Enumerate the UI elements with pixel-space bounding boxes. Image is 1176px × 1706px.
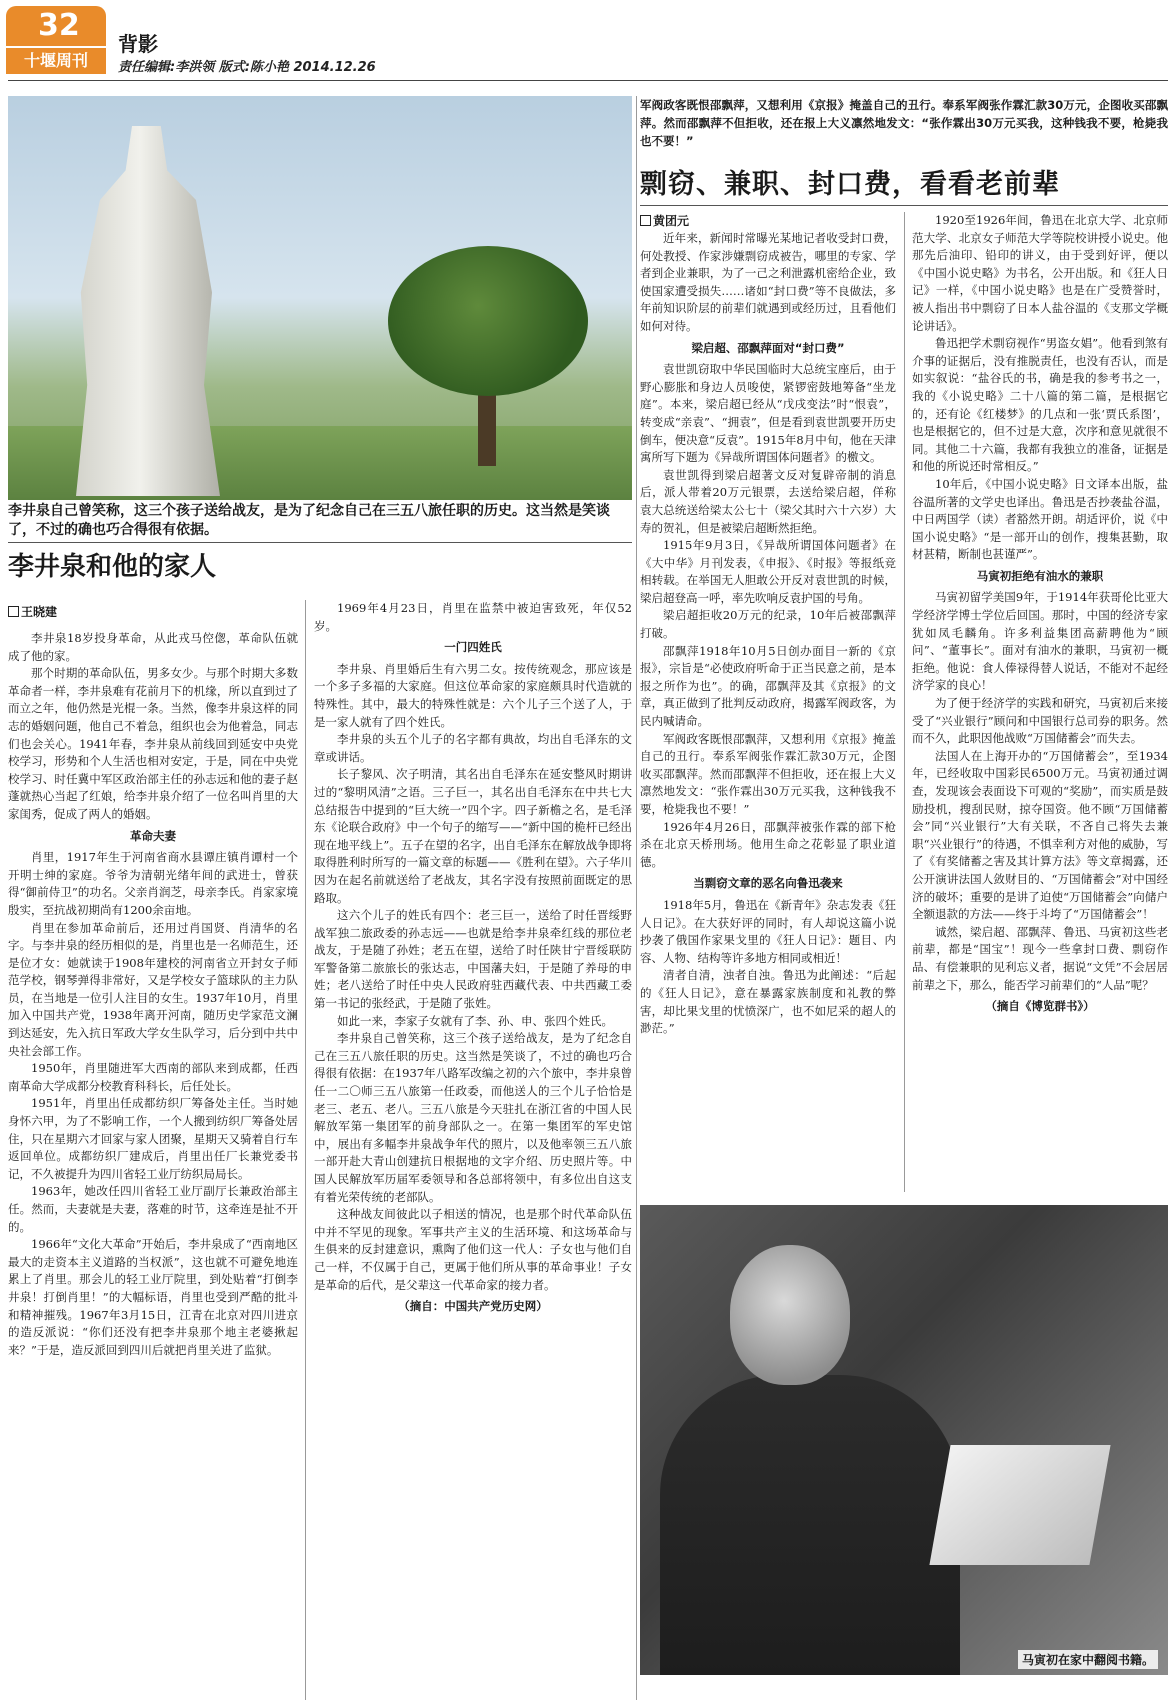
section-heading: 马寅初拒绝有油水的兼职 xyxy=(976,568,1104,583)
body-paragraph: 1950年，肖里随进军大西南的部队来到成都，任西南革命大学成都分校教育科科长，后任处长。 xyxy=(8,1061,298,1093)
body-paragraph: 袁世凯窃取中华民国临时大总统宝座后，由于野心膨胀和身边人员唆使，紧锣密鼓地筹备“坐龙庭”。本来，梁启超已经从“戊戌变法”时“恨袁”，转变成“亲袁”、“拥袁”，但是看到袁世凯要开历史倒车，便决意“反袁”。1915年8月中旬，他在天津寓所写下题为《异哉所谓国体问题者》的檄文。 xyxy=(640,362,896,465)
photo-figure-body xyxy=(660,1375,960,1675)
ma-yinchu-photo-caption: 马寅初在家中翻阅书籍。 xyxy=(1018,1650,1158,1669)
section-heading: 梁启超、邵飘萍面对“封口费” xyxy=(691,340,845,355)
column-divider xyxy=(904,212,905,1192)
right-article-column-2 xyxy=(912,212,1168,1016)
body-paragraph: 李井泉的头五个儿子的名字都有典故，均出自毛泽东的文章或讲话。 xyxy=(314,732,632,764)
left-article-column-2 xyxy=(314,600,632,1316)
editor-line: 责任编辑:李洪领 版式:陈小艳 2014.12.26 xyxy=(118,60,376,75)
body-paragraph: 长子黎风、次子明清，其名出自毛泽东在延安整风时期讲过的“黎明风清”之语。三子巨一，其名出自毛泽东在中共七大总结报告中提到的“巨大统一”四个字。四子新檐之名，是毛泽东《论联合政府》中一个句子的缩写——“新中国的桅杆已经出现在地平线上”。五子在望的名字，出自毛泽东在解放战争即将取得胜利时所写的一篇文章的标题——《胜利在望》。六子华川因为在起名前就送给了老战友，其名字没有按照前面既定的思路取。 xyxy=(314,767,632,905)
photo-tree xyxy=(388,246,588,396)
body-paragraph: 1966年“文化大革命”开始后，李井泉成了“西南地区最大的走资本主义道路的当权派”，这也就不可避免地连累上了肖里。那会儿的轻工业厅院里，到处贴着“打倒李井泉！打倒肖里！”的大幅标语，肖里也受到严酷的批斗和精神摧残。1967年3月15日，江青在北京对四川进京的造反派说：“你们还没有把李井泉那个地主老婆揪起来？”于是，造反派回到四川后就把肖里关进了监狱。 xyxy=(8,1237,298,1357)
ma-yinchu-photo xyxy=(640,1205,1168,1675)
body-paragraph: 诚然，梁启超、邵飘萍、鲁迅、马寅初这些老前辈，都是“国宝”！现今一些拿封口费、剽窃作品、有偿兼职的见利忘义者，据说“文凭”不会居居前辈之下，那么，能否学习前辈们的“人品”呢？ xyxy=(912,924,1168,992)
right-article-title: 剽窃、兼职、封口费，看看老前辈 xyxy=(640,169,1060,200)
body-paragraph: 1920至1926年间，鲁迅在北京大学、北京师范大学、北京女子师范大学等院校讲授小说史。他那先后油印、铅印的讲义，由于受到好评，便以《中国小说史略》为书名，公开出版。和《狂人日记》一样，《中国小说史略》也是在广受赞誉时，被人指出书中剽窃了日本人盐谷温的《支那文学概论讲话》。 xyxy=(912,213,1168,333)
body-paragraph: 这六个儿子的姓氏有四个：老三巨一，送给了时任晋绥野战军独二旅政委的孙志远——也就是给李井泉牵红线的那位老战友，于是随了孙姓；老五在望，送给了时任陕甘宁晋绥联防军警备第二旅旅长的张达志，中国藩夫妇，于是随了养母的申姓；老八送给了时任中央人民政府驻西藏代表、中共西藏工委第一书记的张经武，于是随了张姓。 xyxy=(314,908,632,1011)
body-paragraph: 如此一来，李家子女就有了李、孙、申、张四个姓氏。 xyxy=(337,1013,613,1028)
body-paragraph: 近年来，新闻时常曝光某地记者收受封口费，何处教授、作家涉嫌剽窃成被告，哪里的专家、学者到企业兼职，为了一己之利泄露机密给企业，致使国家遭受损失……诸如“封口费”等不良做法，多年前知识阶层的前辈们就遇到或经历过，且看他们如何对待。 xyxy=(640,231,896,333)
source-credit: （摘自：中国共产党历史网） xyxy=(398,1299,548,1314)
body-paragraph: 邵飘萍1918年10月5日创办面目一新的《京报》，宗旨是“必使政府听命于正当民意之前，是本报之所作为也”。的确，邵飘萍及其《京报》的文章，真正做到了批判反动政府，揭露军阀政客，为民内喊请命。 xyxy=(640,643,896,729)
body-paragraph: 1918年5月，鲁迅在《新青年》杂志发表《狂人日记》。在大获好评的同时，有人却说这篇小说抄袭了俄国作家果戈里的《狂人日记》：题目、内容、人物、结构等许多地方相同或相近！ xyxy=(640,897,896,965)
section-heading: 一门四姓氏 xyxy=(444,640,502,655)
column-divider xyxy=(305,600,306,1700)
statue-photo xyxy=(8,96,632,500)
body-paragraph: 1963年，她改任四川省轻工业厅副厅长兼政治部主任。然而，夫妻就是夫妻，落难的时节，这牵连是扯不开的。 xyxy=(8,1184,298,1234)
body-paragraph: 李井泉、肖里婚后生有六男二女。按传统观念，那应该是一个多子多福的大家庭。但这位革命家的家庭颇具时代造就的特殊性。其中，最大的特殊性就是：六个儿子三个送了人，于是一家人就有了四个姓氏。 xyxy=(314,661,632,729)
section-heading: 革命夫妻 xyxy=(130,828,176,843)
photo-figure-head xyxy=(730,1245,850,1385)
statue-figure xyxy=(68,126,228,496)
statue-photo-caption: 李井泉自己曾笑称，这三个孩子送给战友，是为了纪念自己在三五八旅任职的历史。这当然是笑谈了，不过的确也巧合得很有依据。 xyxy=(8,503,610,538)
body-paragraph: 肖里在参加革命前后，还用过肖国贤、肖清华的名字。与李井泉的经历相似的是，肖里也是一名师范生，还是位才女：她就读于1908年建校的河南省立开封女子师范学校，钢琴弹得非常好，又是学校女子篮球队的主力队员，在当地是一位引人注目的女生。1937年10月，肖里加入中国共产党，1938年离开河南，随历史学家范文澜到达延安，先入抗日军政大学女生队学习，后分到中共中央社会部工作。 xyxy=(8,920,298,1058)
right-title-divider xyxy=(640,205,1168,206)
body-paragraph: 1915年9月3日，《异哉所谓国体问题者》在《大中华》月刊发表，《申报》、《时报》等报纸竞相转载。在举国无人胆敢公开反对袁世凯的时候，梁启超登高一呼，率先吹响反袁护国的号角。 xyxy=(640,538,896,605)
body-paragraph: 李井泉18岁投身革命，从此戎马倥偬，革命队伍就成了他的家。 xyxy=(8,631,298,663)
column-divider xyxy=(636,96,637,1700)
left-title-divider xyxy=(8,542,632,543)
section-heading: 当剽窃文章的恶名向鲁迅袭来 xyxy=(693,876,843,891)
right-article-byline: 黄团元 xyxy=(640,212,689,229)
body-paragraph: 1951年，肖里出任成都纺织厂筹备处主任。当时她身怀六甲，为了不影响工作，一个人搬到纺织厂筹备处居住，只在星期六才回家与家人团聚，星期天又骑着自行车返回单位。成都纺织厂建成后，肖里出任厂长兼党委书记，不久被提升为四川省轻工业厅纺织局局长。 xyxy=(8,1096,298,1181)
body-paragraph: 李井泉自己曾笑称，这三个孩子送给战友，是为了纪念自己在三五八旅任职的历史。这当然是笑谈了，不过的确也巧合得很有依据：在1937年八路军改编之初的六个旅中，李井泉曾任一二〇师三五八旅第一任政委，而他送人的三个儿子恰恰是老三、老五、老八。三五八旅是今天驻扎在浙江省的中国人民解放军第一集团军的前身部队之一。在第一集团军的军史馆中，展出有多幅李井泉战争年代的照片，以及他率领三五八旅一部开赴大青山创建抗日根据地的文字介绍、历史照片等。中国人民解放军历届军委领导和各总部将领中，有多位出自这支有着光荣传统的老部队。 xyxy=(314,1031,632,1204)
header-divider xyxy=(8,80,1168,81)
right-article-column-1 xyxy=(640,230,896,1038)
body-paragraph: 那个时期的革命队伍，男多女少。与那个时期大多数革命者一样，李井泉难有花前月下的机缘，所以直到过了而立之年，他仍然是光棍一条。当然，像李井泉这样的同志的婚姻问题，他自己不着急，组织也会为他着急，同志们也会关心。1941年春，李井泉从前线回到延安中央党校学习，形势和个人生活也相对安定，于是，同在中央党校学习、时任冀中军区政治部主任的孙志远和他的妻子赵蓬就热心当起了红娘，给李井泉介绍了一位名叫肖里的大家闺秀，促成了两人的婚姻。 xyxy=(8,666,298,821)
photo-book xyxy=(929,1445,1110,1565)
body-paragraph: 袁世凯得到梁启超著文反对复辟帝制的消息后，派人带着20万元银票，去送给梁启超，佯称袁大总统送给梁太公七十（梁父其时六十六岁）大寿的贺礼，但是被梁启超断然拒绝。 xyxy=(640,467,896,535)
body-paragraph: 清者自清，浊者自浊。鲁迅为此阐述：“后起的《狂人日记》，意在暴露家族制度和礼教的弊害，却比果戈里的忧愤深广，也不如尼采的超人的渺茫。” xyxy=(640,968,896,1036)
body-paragraph: 这种战友间彼此以子相送的情况，也是那个时代革命队伍中并不罕见的现象。军事共产主义的生活环境、和这场革命与生俱来的反封建意识，熏陶了他们这一代人：子女也与他们自己一样，不仅属于自己，更属于他们所从事的革命事业！子女是革命的后代，是父辈这一代革命家的接力者。 xyxy=(314,1207,632,1292)
body-paragraph: 军阀政客既恨邵飘萍，又想利用《京报》掩盖自己的丑行。奉系军阀张作霖汇款30万元，企图收买邵飘萍。然而邵飘萍不但拒收，还在报上大义凛然地发文：“张作霖出30万元买我，这种钱我不要，枪毙我也不要！” xyxy=(640,731,896,816)
body-paragraph: 为了便于经济学的实践和研究，马寅初后来接受了“兴业银行”顾问和中国银行总司券的职务。然而不久，此职因他战败“万国储蓄会”而失去。 xyxy=(912,696,1168,746)
page-number: 32 xyxy=(6,6,106,46)
body-paragraph: 马寅初留学美国9年，于1914年获哥伦比亚大学经济学博士学位后回国。那时，中国的经济专家犹如凤毛麟角。许多利益集团高薪聘他为“顾问”、“董事长”。面对有油水的兼职，马寅初一概拒绝。他说：食人俸禄得替人说话，不能对不起经济学家的良心！ xyxy=(912,590,1168,693)
publication-name: 十堰周刊 xyxy=(6,48,106,74)
photo-tree-trunk xyxy=(478,386,496,466)
left-article-column-1 xyxy=(8,630,298,1359)
body-paragraph: 肖里，1917年生于河南省商水县谭庄镇肖谭村一个开明士绅的家庭。爷爷为清朝光绪年间的武进士，曾获得“御前侍卫”的功名。父亲肖润芝，母亲李氏。肖家家境殷实，至抗战初期尚有1200余亩地。 xyxy=(8,850,298,917)
body-paragraph: 10年后，《中国小说史略》日文译本出版，盐谷温所著的文学史也译出。鲁迅是否抄袭盐谷温，中日两国学（读）者豁然开朗。胡适评价，说《中国小说史略》“是一部开山的创作，搜集甚勤，取材甚精，断制也甚谨严”。 xyxy=(912,476,1168,562)
section-name: 背影 xyxy=(118,32,158,56)
right-article-lead: 军阀政客既恨邵飘萍，又想利用《京报》掩盖自己的丑行。奉系军阀张作霖汇款30万元，企图收买邵飘萍。然而邵飘萍不但拒收，还在报上大义凛然地发文：“张作霖出30万元买我，这种钱我不要，枪毙我也不要！” xyxy=(640,98,1168,148)
left-article-title: 李井泉和他的家人 xyxy=(8,552,217,582)
left-article-byline: 王晓建 xyxy=(8,603,57,620)
body-paragraph: 鲁迅把学术剽窃视作“男盗女娼”。他看到煞有介事的证据后，没有推脱责任，也没有否认，而是如实叙说：“盐谷氏的书，确是我的参考书之一，我的《小说史略》二十八篇的第二篇，是根据它的，还有论《红楼梦》的几点和一张‘贾氏系图’，也是根据它的，但不过是大意，次序和意见就很不同。其他二十六篇，我都有我独立的准备，证据是和他的所说还时常相反。” xyxy=(912,336,1168,474)
body-paragraph: 1926年4月26日，邵飘萍被张作霖的部下枪杀在北京天桥刑场。他用生命之花彰显了职业道德。 xyxy=(640,819,896,869)
body-paragraph: 梁启超拒收20万元的纪录，10年后被邵飘萍打破。 xyxy=(640,608,896,641)
page-badge xyxy=(6,6,106,74)
source-credit: （摘自《博览群书》） xyxy=(985,999,1095,1014)
body-paragraph: 1969年4月23日，肖里在监禁中被迫害致死，年仅52岁。 xyxy=(314,601,632,633)
body-paragraph: 法国人在上海开办的“万国储蓄会”，至1934年，已经收取中国彩民6500万元。马寅初通过调查，发现该会表面设下可观的“奖励”，而实质是鼓励投机，搜刮民财，掠夺国资。他不顾“万国储蓄会”同“兴业银行”大有关联，不吝自己将失去兼职“兴业银行”的待遇，不惧幸利方对他的威胁，写了《有奖储蓄之害及其计算方法》等文章揭露，还公开演讲法国人敛财目的、“万国储蓄会”对中国经济的破坏；重要的是讲了迫使“万国储蓄会”向储户全额退款的方法——终于斗垮了“万国储蓄会”！ xyxy=(912,748,1168,922)
